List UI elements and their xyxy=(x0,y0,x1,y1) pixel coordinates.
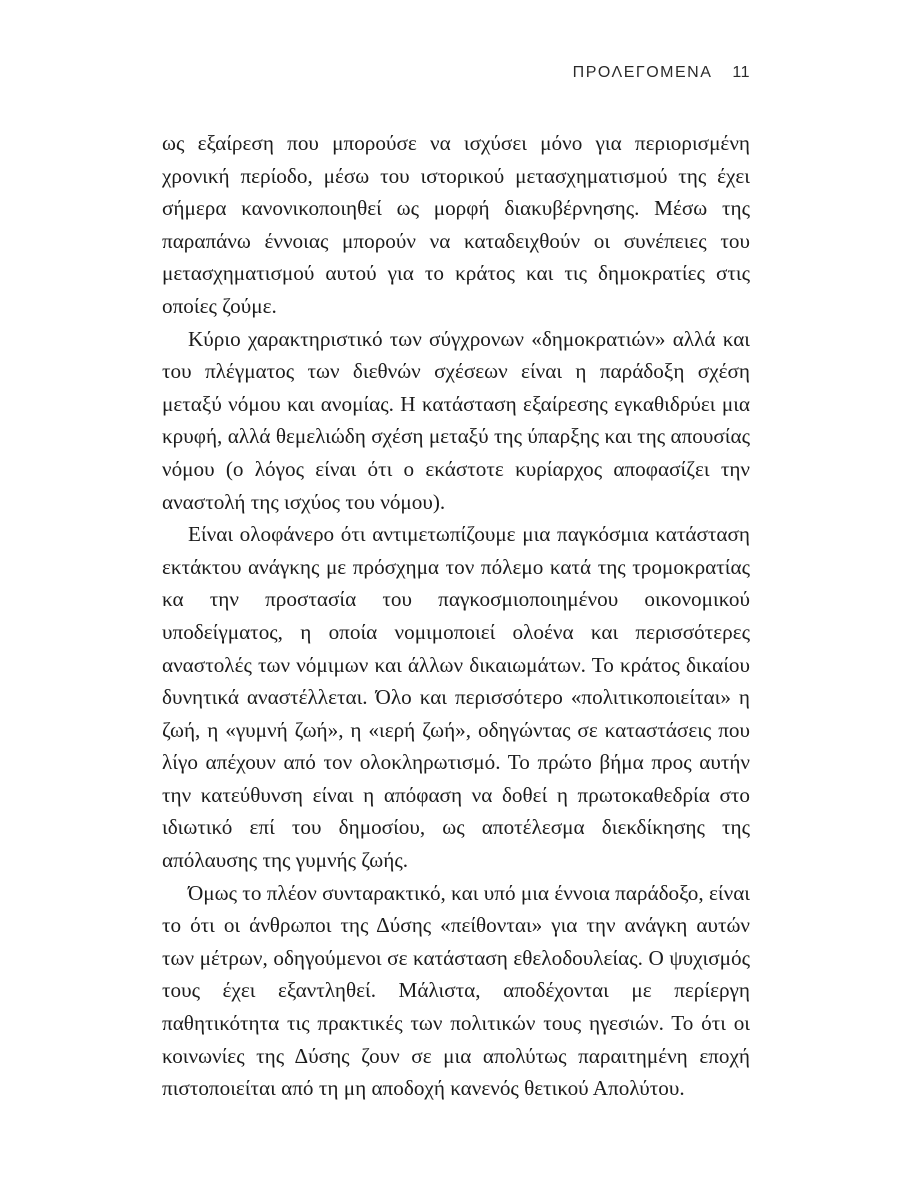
running-title: ΠΡΟΛΕΓΟΜΕΝΑ xyxy=(572,64,713,81)
paragraph: Όμως το πλέον συνταρακτικό, και υπό μια έννοια παράδοξο, είναι το ότι οι άνθρωποι της Δύσης «πείθονται» για την ανάγκη αυτών των μέτρων, οδηγούμενοι σε κατάσταση εθελοδουλείας. Ο ψυχισμός τους έχει εξαντληθεί. Μάλιστα, αποδέχονται με περίεργη παθητικότητα τις πρακτικές των πολιτικών τους ηγεσιών. Το ότι οι κοινωνίες της Δύσης ζουν σε μια απολύτως παραιτημένη εποχή πιστοποιείται από τη μη αποδοχή κανενός θετικού Απολύτου. xyxy=(162,880,750,1101)
paragraph: ως εξαίρεση που μπορούσε να ισχύσει μόνο για περιορισμένη χρονική περίοδο, μέσω του ιστορικού μετασχηματισμού της έχει σήμερα κανονικοποιηθεί ως μορφή διακυβέρνησης. Μέσω της παραπάνω έννοιας μπορούν να καταδειχθούν οι συνέπειες του μετασχηματισμού αυτού για το κράτος και τις δημοκρατίες στις οποίες ζούμε. xyxy=(162,131,750,318)
body-text xyxy=(162,127,750,1105)
paragraph: Κύριο χαρακτηριστικό των σύγχρονων «δημοκρατιών» αλλά και του πλέγματος των διεθνών σχέσεων είναι η παράδοξη σχέση μεταξύ νόμου και ανομίας. Η κατάσταση εξαίρεσης εγκαθιδρύει μια κρυφή, αλλά θεμελιώδη σχέση μεταξύ της ύπαρξης και της απουσίας νόμου (ο λόγος είναι ότι ο εκάστοτε κυρίαρχος αποφασίζει την αναστολή της ισχύος του νόμου). xyxy=(162,326,750,514)
paragraph: Είναι ολοφάνερο ότι αντιμετωπίζουμε μια παγκόσμια κατάσταση εκτάκτου ανάγκης με πρόσχημα τον πόλεμο κατά της τρομοκρατίας κα την προστασία του παγκοσμιοποιημένου οικονομικού υποδείγματος, η οποία νομιμοποιεί ολοένα και περισσότερες αναστολές των νόμιμων και άλλων δικαιωμάτων. Το κράτος δικαίου δυνητικά αναστέλλεται. Όλο και περισσότερο «πολιτικοποιείται» η ζωή, η «γυμνή ζωή», η «ιερή ζωή», οδηγώντας σε καταστάσεις που λίγο απέχουν από τον ολοκληρωτισμό. Το πρώτο βήμα προς αυτήν την κατεύθυνση είναι η απόφαση να δοθεί η πρωτοκαθεδρία στο ιδιωτικό επί του δημοσίου, ως αποτέλεσμα διεκδίκησης της απόλαυσης της γυμνής ζωής. xyxy=(162,522,750,873)
running-header xyxy=(573,64,750,82)
page-number: 11 xyxy=(732,64,750,81)
